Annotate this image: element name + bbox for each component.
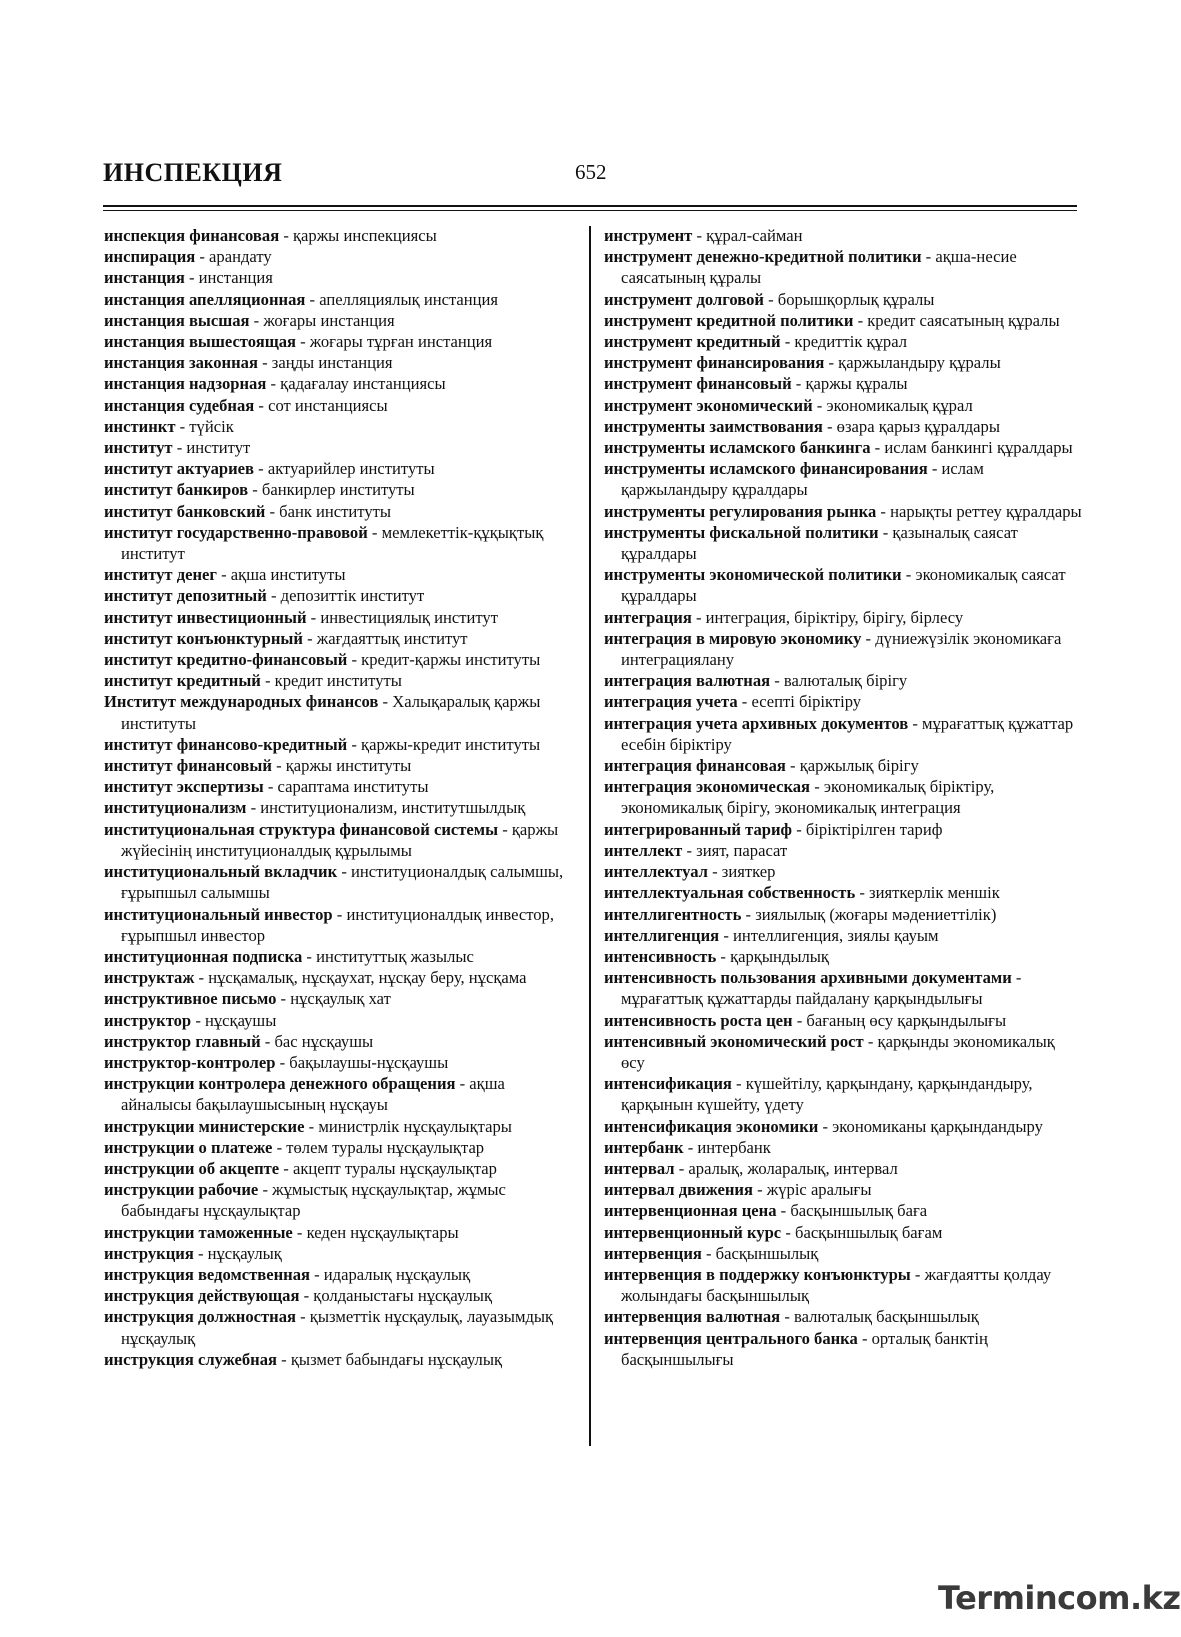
entry-term: интеллект <box>604 840 683 860</box>
entry-term: инструмент долговой <box>604 289 764 309</box>
entry-definition: - кредиттік құрал <box>780 332 908 352</box>
dictionary-entry <box>104 755 578 776</box>
entry-term: инструменты исламского банкинга <box>604 438 871 458</box>
dictionary-entry <box>604 501 1082 522</box>
dictionary-entry <box>604 904 1082 925</box>
entry-definition: - қаржы құралы <box>791 374 908 394</box>
entry-term: инструмент <box>604 226 693 245</box>
entry-definition: - институционалдық инвестор, ғұрыпшыл инвестор <box>121 904 554 945</box>
entry-term: институт кредитно-финансовый <box>104 650 348 670</box>
entry-term: интервенция центрального банка <box>604 1328 858 1348</box>
entry-definition: - идаралық нұсқаулық <box>309 1264 471 1284</box>
dictionary-entry <box>104 1073 578 1115</box>
header-rule-thick <box>103 205 1077 207</box>
dictionary-entry <box>604 1306 1082 1327</box>
entry-term: инструкция <box>104 1243 194 1263</box>
dictionary-entry <box>104 819 578 861</box>
dictionary-entry <box>104 628 578 649</box>
entry-term: инструменты экономической политики <box>604 565 902 585</box>
dictionary-entry <box>104 607 578 628</box>
termincom-watermark <box>938 1576 1181 1620</box>
dictionary-entry <box>604 289 1082 310</box>
entry-term: институт конъюнктурный <box>104 628 303 648</box>
entry-definition: - басқыншылық баға <box>776 1201 928 1221</box>
entry-term: инстанция надзорная <box>104 374 267 394</box>
dictionary-entry <box>104 395 578 416</box>
dictionary-entry <box>104 649 578 670</box>
entry-term: интеграция <box>604 607 692 627</box>
entry-term: инструкции министерские <box>104 1116 305 1136</box>
entry-definition: - Халықаралық қаржы институты <box>121 692 541 733</box>
entry-term: институциональный инвестор <box>104 904 333 924</box>
entry-definition: - басқыншылық бағам <box>781 1222 943 1242</box>
entry-definition: - интеллигенция, зиялы қауым <box>719 925 939 945</box>
entry-term: инстанция судебная <box>104 395 255 415</box>
entry-definition: - қазыналық саясат құралдары <box>621 522 1018 564</box>
entry-definition: - жоғары тұрған инстанция <box>295 332 493 352</box>
entry-definition: - қаржылық бірігу <box>785 756 919 776</box>
dictionary-entry <box>604 1116 1082 1137</box>
dictionary-entry <box>604 1264 1082 1306</box>
dictionary-entry <box>104 946 578 967</box>
entry-definition: - түйсік <box>175 416 234 436</box>
entry-definition: - қаржыландыру құралы <box>824 353 1001 373</box>
entry-term: интенсивный экономический рост <box>604 1031 864 1051</box>
dictionary-entry <box>604 776 1082 818</box>
entry-term: инструкция действующая <box>104 1286 300 1306</box>
entry-term: инстанция высшая <box>104 310 250 330</box>
dictionary-entry <box>104 331 578 352</box>
entry-definition: - арандату <box>195 247 272 267</box>
dictionary-entry <box>604 670 1082 691</box>
dictionary-entry <box>604 416 1082 437</box>
dictionary-entry <box>104 1222 578 1243</box>
dictionary-entry <box>104 988 578 1009</box>
entry-term: инспирация <box>104 247 196 267</box>
entry-term: инструктивное письмо <box>104 989 277 1009</box>
entry-term: инструкция должностная <box>104 1307 296 1327</box>
entry-term: институциональная структура финансовой системы <box>104 819 499 839</box>
entry-definition: - күшейтілу, қарқындану, қарқындандыру, қарқынын күшейту, үдету <box>621 1074 1033 1115</box>
entry-definition: - жүріс аралығы <box>752 1180 872 1200</box>
entry-term: интеллигенция <box>604 925 720 945</box>
entry-definition: - қызмет бабындағы нұсқаулық <box>277 1349 503 1369</box>
entry-term: интеграция учета архивных документов <box>604 713 909 733</box>
entry-definition: - басқыншылық <box>701 1243 819 1263</box>
entry-definition: - нарықты реттеу құралдары <box>876 501 1082 521</box>
entry-term: институт депозитный <box>104 586 267 606</box>
dictionary-entry <box>604 246 1082 288</box>
dictionary-entry <box>604 225 1082 246</box>
entry-term: интенсивность роста цен <box>604 1010 793 1030</box>
entry-term: интеграция валютная <box>604 671 771 691</box>
dictionary-entry <box>604 691 1082 712</box>
entry-definition: - қадағалау инстанциясы <box>266 374 446 394</box>
entry-term: инструмент финансовый <box>604 374 792 394</box>
entry-term: интенсивность <box>604 946 717 966</box>
entry-definition: - құрал-сайман <box>692 226 803 245</box>
dictionary-entry <box>604 840 1082 861</box>
entry-term: интервенция в поддержку конъюнктуры <box>604 1264 911 1284</box>
dictionary-entry <box>604 1010 1082 1031</box>
entry-definition: - банк институты <box>265 501 392 521</box>
entry-definition: - интербанк <box>683 1137 771 1157</box>
entry-term: институт кредитный <box>104 671 261 691</box>
dictionary-entry <box>604 819 1082 840</box>
entry-term: институт финансовый <box>104 756 272 776</box>
entry-definition: - қаржы инспекциясы <box>279 226 437 245</box>
entry-definition: - жағдаяттық институт <box>302 628 468 648</box>
entry-definition: - нұсқаушы <box>191 1010 277 1030</box>
dictionary-entry <box>604 1031 1082 1073</box>
entry-term: институционная подписка <box>104 946 303 966</box>
entry-definition: - қаржы-кредит институты <box>347 734 541 754</box>
entry-term: институционализм <box>104 798 247 818</box>
entry-definition: - бас нұсқаушы <box>260 1031 374 1051</box>
entry-definition: - зияткерлік меншік <box>855 883 1000 903</box>
dictionary-entry <box>604 564 1082 606</box>
dictionary-entry <box>104 458 578 479</box>
entry-term: инструкция ведомственная <box>104 1264 310 1284</box>
dictionary-entry <box>604 1243 1082 1264</box>
entry-term: интеграция экономическая <box>604 777 811 797</box>
dictionary-entry <box>104 352 578 373</box>
entry-definition: - валюталық басқыншылық <box>780 1307 979 1327</box>
entry-term: интербанк <box>604 1137 684 1157</box>
entry-term: инструменты заимствования <box>604 416 823 436</box>
dictionary-entry <box>604 373 1082 394</box>
entry-definition: - институттық жазылыс <box>302 946 474 966</box>
entry-definition: - кеден нұсқаулықтары <box>292 1222 459 1242</box>
entry-definition: - есепті біріктіру <box>737 692 862 712</box>
entry-term: институт банковский <box>104 501 266 521</box>
entry-term: институт государственно-правовой <box>104 522 368 542</box>
entry-definition: - дүниежүзілік экономикаға интеграциялану <box>621 628 1062 670</box>
entry-definition: - институционалдық салымшы, ғұрыпшыл салымшы <box>121 862 564 903</box>
entry-definition: - қызметтік нұсқаулық, лауазымдық нұсқаулық <box>121 1307 554 1348</box>
dictionary-entry <box>604 437 1082 458</box>
dictionary-entry <box>104 797 578 818</box>
entry-term: инструкции контролера денежного обращения <box>104 1074 456 1094</box>
entry-term: инструменты исламского финансирования <box>604 459 928 479</box>
entry-term: инструкции об акцепте <box>104 1158 280 1178</box>
entry-definition: - экономикалық саясат құралдары <box>621 565 1066 606</box>
entry-definition: - кредит институты <box>260 671 402 691</box>
entry-term: интеграция финансовая <box>604 756 786 776</box>
entry-definition: - ислам қаржыландыру құралдары <box>621 459 984 500</box>
dictionary-entry <box>104 585 578 606</box>
entry-definition: - экономикалық біріктіру, экономикалық бірігу, экономикалық интеграция <box>621 777 995 818</box>
entry-definition: - бағаның өсу қарқындылығы <box>792 1010 1007 1030</box>
entry-term: инструктор главный <box>104 1031 261 1051</box>
dictionary-entry <box>104 1031 578 1052</box>
entry-definition: - банкирлер институты <box>248 480 415 500</box>
entry-term: инструменты фискальной политики <box>604 522 879 542</box>
dictionary-entry <box>604 352 1082 373</box>
dictionary-entry <box>104 225 578 246</box>
dictionary-entry <box>104 1158 578 1179</box>
dictionary-entry <box>104 437 578 458</box>
entry-definition: - нұсқаулық <box>193 1243 282 1263</box>
entry-definition: - институционализм, институтшылдық <box>246 798 526 818</box>
entry-term: Институт международных финансов <box>104 692 379 712</box>
entry-definition: - инстанция <box>184 268 273 288</box>
entry-definition: - өзара қарыз құралдары <box>822 416 1000 436</box>
dictionary-entry <box>104 776 578 797</box>
entry-definition: - мұрағаттық құжаттар есебін біріктіру <box>621 713 1074 754</box>
entry-definition: - ақша институты <box>216 565 346 585</box>
entry-term: институт экспертизы <box>104 777 264 797</box>
dictionary-entry <box>604 925 1082 946</box>
entry-term: интегрированный тариф <box>604 819 793 839</box>
entry-term: инструктор-контролер <box>104 1052 276 1072</box>
dictionary-entry <box>604 310 1082 331</box>
dictionary-entry <box>104 861 578 903</box>
entry-definition: - жағдаятты қолдау жолындағы басқыншылық <box>621 1264 1052 1306</box>
entry-definition: - жоғары инстанция <box>249 310 395 330</box>
entry-definition: - экономикалық құрал <box>812 395 973 415</box>
entry-term: инструктаж <box>104 968 195 988</box>
dictionary-entry <box>604 1137 1082 1158</box>
entry-definition: - инвестициялық институт <box>306 607 498 627</box>
dictionary-entry <box>104 734 578 755</box>
dictionary-entry <box>604 458 1082 500</box>
entry-term: интервал движения <box>604 1180 753 1200</box>
dictionary-entry <box>604 755 1082 776</box>
entry-definition: - актуарийлер институты <box>254 459 435 479</box>
entry-definition: - мұрағаттық құжаттарды пайдалану қарқындылығы <box>621 968 1022 1009</box>
dictionary-entry <box>104 310 578 331</box>
entry-definition: - жұмыстық нұсқаулықтар, жұмыс бабындағы нұсқаулықтар <box>121 1180 506 1221</box>
entry-term: интеграция учета <box>604 692 738 712</box>
dictionary-entry <box>604 882 1082 903</box>
dictionary-entry <box>104 670 578 691</box>
entry-term: интервенция валютная <box>604 1307 781 1327</box>
dictionary-entry <box>104 373 578 394</box>
entry-definition: - қарқынды экономикалық өсу <box>621 1031 1055 1072</box>
entry-definition: - институт <box>172 438 251 458</box>
dictionary-entry <box>104 904 578 946</box>
entry-definition: - ақша-несие саясатының құралы <box>621 247 1017 288</box>
entry-definition: - нұсқамалық, нұсқаухат, нұсқау беру, нұсқама <box>194 968 527 988</box>
entry-definition: - қаржы институты <box>271 756 412 776</box>
entry-definition: - интеграция, біріктіру, бірігу, бірлесу <box>691 607 964 627</box>
entry-term: инструкции о платеже <box>104 1137 273 1157</box>
entry-term: инстанция апелляционная <box>104 289 306 309</box>
dictionary-entry <box>604 946 1082 967</box>
entry-definition: - экономиканы қарқындандыру <box>818 1116 1043 1136</box>
entry-definition: - апелляциялық инстанция <box>305 289 499 309</box>
entry-term: институциональный вкладчик <box>104 862 338 882</box>
dictionary-entry <box>604 1200 1082 1221</box>
entry-term: интервенция <box>604 1243 702 1263</box>
dictionary-entry <box>604 1179 1082 1200</box>
entry-term: инструмент экономический <box>604 395 813 415</box>
entry-definition: - борышқорлық құралы <box>763 289 935 309</box>
dictionary-entry <box>104 1306 578 1348</box>
dictionary-entry <box>604 1328 1082 1370</box>
dictionary-entry <box>104 246 578 267</box>
dictionary-entry <box>104 691 578 733</box>
entry-definition: - зият, парасат <box>682 840 788 860</box>
entry-term: интервенционная цена <box>604 1201 777 1221</box>
dictionary-entry <box>104 479 578 500</box>
entry-definition: - акцепт туралы нұсқаулықтар <box>279 1158 497 1178</box>
entry-term: институт актуариев <box>104 459 255 479</box>
dictionary-entry <box>104 1052 578 1073</box>
header-rule-thin <box>103 210 1077 211</box>
entry-term: институт денег <box>104 565 217 585</box>
entry-term: инспекция финансовая <box>104 226 280 245</box>
entry-term: институт <box>104 438 173 458</box>
entry-term: интеллектуал <box>604 862 708 882</box>
entry-definition: - орталық банктің басқыншылығы <box>621 1328 988 1369</box>
entry-definition: - нұсқаулық хат <box>276 989 391 1009</box>
entry-definition: - зиялылық (жоғары мәдениеттілік) <box>741 904 997 924</box>
entry-term: интеллектуальная собственность <box>604 883 856 903</box>
right-column <box>604 225 1082 1370</box>
entry-definition: - депозиттік институт <box>266 586 425 606</box>
entry-term: интервенционный курс <box>604 1222 782 1242</box>
entry-definition: - қарқындылық <box>716 946 829 966</box>
entry-definition: - сараптама институты <box>263 777 429 797</box>
entry-definition: - кредит саясатының құралы <box>853 310 1060 330</box>
entry-term: инструменты регулирования рынка <box>604 501 877 521</box>
entry-term: институт финансово-кредитный <box>104 734 348 754</box>
dictionary-entry <box>104 416 578 437</box>
dictionary-entry <box>604 331 1082 352</box>
watermark-text: Termincоm.kz <box>938 1579 1181 1617</box>
entry-definition: - кредит-қаржы институты <box>347 650 541 670</box>
dictionary-entry <box>104 1116 578 1137</box>
dictionary-entry <box>104 1010 578 1031</box>
dictionary-entry <box>604 628 1082 670</box>
entry-term: институт банкиров <box>104 480 249 500</box>
dictionary-entry <box>604 1222 1082 1243</box>
entry-definition: - зияткер <box>707 862 776 882</box>
entry-term: инстинкт <box>104 416 176 436</box>
entry-term: инструкции рабочие <box>104 1180 259 1200</box>
entry-term: интенсивность пользования архивными документами <box>604 968 1012 988</box>
column-divider <box>589 226 591 1446</box>
entry-term: инструктор <box>104 1010 192 1030</box>
dictionary-entry <box>104 289 578 310</box>
entry-term: инструкция служебная <box>104 1349 278 1369</box>
entry-definition: - заңды инстанция <box>257 353 393 373</box>
entry-term: инстанция законная <box>104 353 258 373</box>
entry-definition: - біріктірілген тариф <box>792 819 943 839</box>
dictionary-entry <box>104 1179 578 1221</box>
page-number: 652 <box>575 160 607 184</box>
entry-term: интеллигентность <box>604 904 742 924</box>
dictionary-entry <box>604 395 1082 416</box>
entry-definition: - мемлекеттік-құқықтық институт <box>121 522 544 564</box>
entry-term: интенсификация <box>604 1074 732 1094</box>
entry-term: инструмент кредитный <box>604 332 781 352</box>
dictionary-entry <box>104 1285 578 1306</box>
entry-definition: - министрлік нұсқаулықтары <box>304 1116 512 1136</box>
dictionary-entry <box>104 501 578 522</box>
dictionary-entry <box>104 267 578 288</box>
dictionary-entry <box>604 522 1082 564</box>
dictionary-entry <box>604 713 1082 755</box>
dictionary-entry <box>104 967 578 988</box>
entry-definition: - ақша айналысы бақылаушысының нұсқауы <box>121 1074 505 1115</box>
dictionary-entry <box>604 861 1082 882</box>
entry-term: инструкции таможенные <box>104 1222 293 1242</box>
entry-definition: - қаржы жүйесінің институционалдық құрылымы <box>121 819 559 860</box>
dictionary-entry <box>104 564 578 585</box>
entry-term: институт инвестиционный <box>104 607 307 627</box>
entry-definition: - бақылаушы-нұсқаушы <box>275 1052 449 1072</box>
dictionary-entry <box>604 607 1082 628</box>
dictionary-entry <box>104 522 578 564</box>
entry-term: интеграция в мировую экономику <box>604 628 862 648</box>
dictionary-entry <box>104 1264 578 1285</box>
entry-definition: - төлем туралы нұсқаулықтар <box>272 1137 485 1157</box>
dictionary-entry <box>104 1137 578 1158</box>
entry-term: инструмент кредитной политики <box>604 310 854 330</box>
dictionary-entry <box>104 1243 578 1264</box>
dictionary-entry <box>604 967 1082 1009</box>
page-header-title: ИНСПЕКЦИЯ <box>103 158 283 187</box>
entry-definition: - сот инстанциясы <box>254 395 388 415</box>
left-column <box>104 225 578 1370</box>
entry-term: инстанция вышестоящая <box>104 332 296 352</box>
entry-term: инструмент финансирования <box>604 353 825 373</box>
entry-term: интервал <box>604 1158 675 1178</box>
entry-definition: - ислам банкингі құралдары <box>870 438 1073 458</box>
dictionary-entry <box>104 1349 578 1370</box>
entry-term: интенсификация экономики <box>604 1116 819 1136</box>
entry-definition: - аралық, жоларалық, интервал <box>674 1158 898 1178</box>
dictionary-entry <box>604 1073 1082 1115</box>
dictionary-entry <box>604 1158 1082 1179</box>
entry-definition: - валюталық бірігу <box>770 671 908 691</box>
entry-term: инструмент денежно-кредитной политики <box>604 247 922 267</box>
entry-term: инстанция <box>104 268 185 288</box>
entry-definition: - қолданыстағы нұсқаулық <box>299 1286 493 1306</box>
